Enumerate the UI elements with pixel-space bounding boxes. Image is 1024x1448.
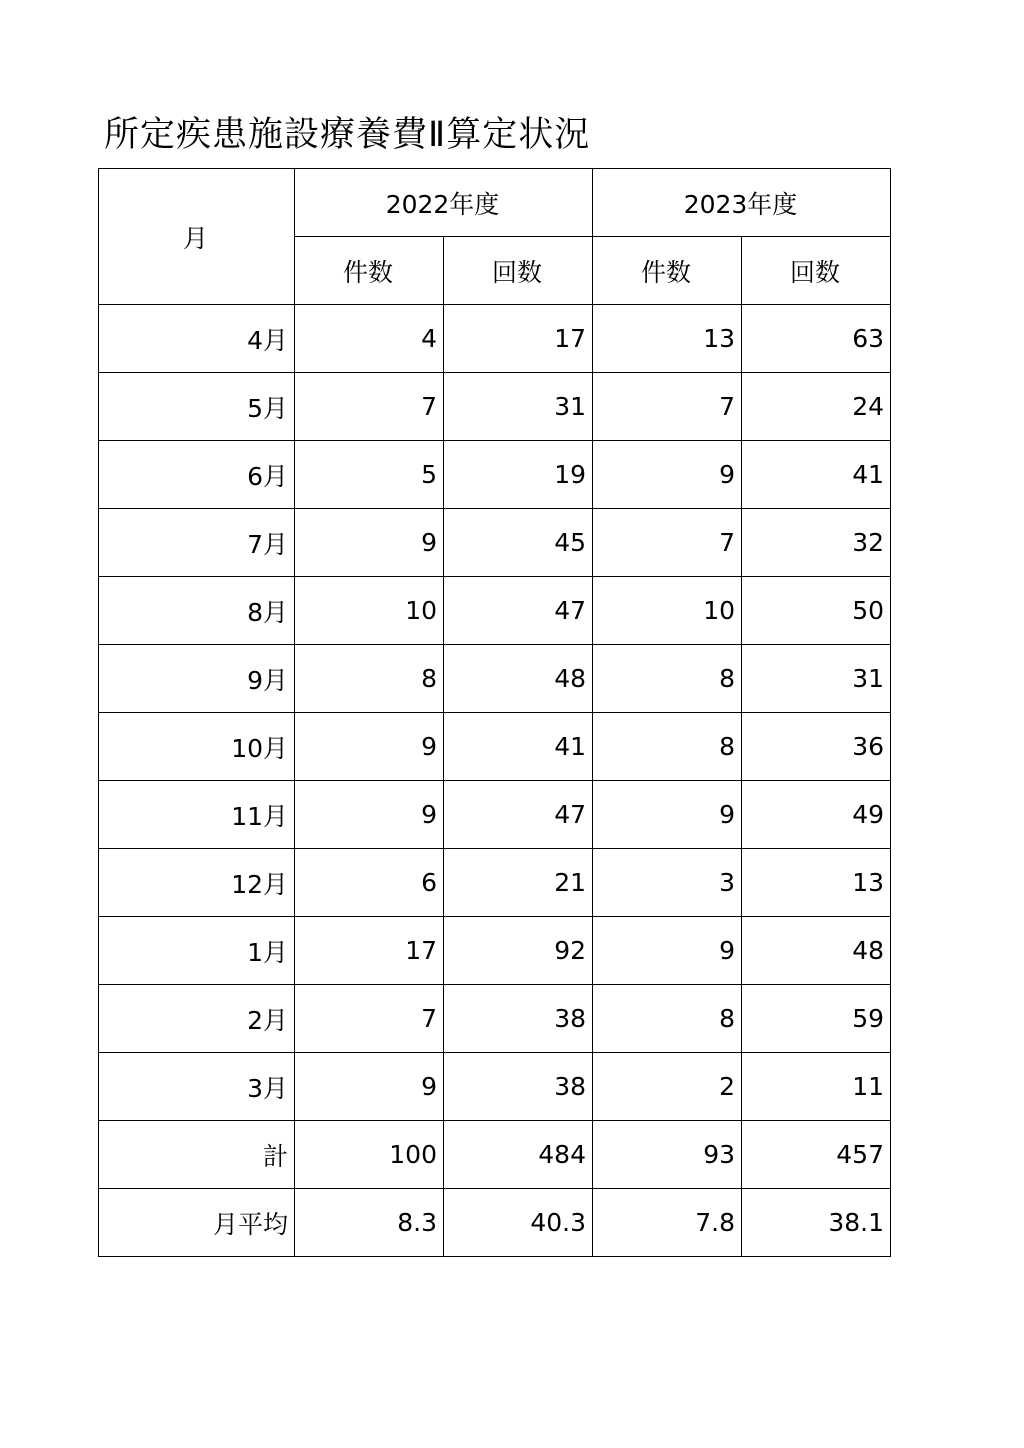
count-2023-cell: 9 xyxy=(593,917,742,985)
year-header-2023: 2023年度 xyxy=(593,169,891,237)
times-2023-cell: 11 xyxy=(742,1053,891,1121)
header-row-years xyxy=(99,169,891,237)
count-2022-cell: 8 xyxy=(295,645,444,713)
times-2023-cell: 13 xyxy=(742,849,891,917)
times-2022-cell: 92 xyxy=(444,917,593,985)
count-2022-cell: 6 xyxy=(295,849,444,917)
month-cell: 5月 xyxy=(99,373,295,441)
times-2023-cell: 50 xyxy=(742,577,891,645)
month-cell: 12月 xyxy=(99,849,295,917)
times-2023-cell: 32 xyxy=(742,509,891,577)
page-title: 所定疾患施設療養費Ⅱ算定状況 xyxy=(104,115,591,155)
count-2023-cell: 13 xyxy=(593,305,742,373)
table-row xyxy=(99,509,891,577)
count-2022-cell: 17 xyxy=(295,917,444,985)
month-cell: 2月 xyxy=(99,985,295,1053)
count-2023-cell: 10 xyxy=(593,577,742,645)
count-2022-cell: 7 xyxy=(295,373,444,441)
count-2022-cell: 8.3 xyxy=(295,1189,444,1257)
year-header-2022: 2022年度 xyxy=(295,169,593,237)
month-cell: 11月 xyxy=(99,781,295,849)
times-2022-cell: 48 xyxy=(444,645,593,713)
times-2023-cell: 49 xyxy=(742,781,891,849)
times-2022-cell: 47 xyxy=(444,577,593,645)
times-2022-cell: 19 xyxy=(444,441,593,509)
times-2023-cell: 48 xyxy=(742,917,891,985)
times-2023-cell: 59 xyxy=(742,985,891,1053)
times-2023-cell: 31 xyxy=(742,645,891,713)
table-row xyxy=(99,1121,891,1189)
month-cell: 7月 xyxy=(99,509,295,577)
table-header xyxy=(99,169,891,305)
month-cell: 6月 xyxy=(99,441,295,509)
times-2022-cell: 47 xyxy=(444,781,593,849)
count-2023-cell: 9 xyxy=(593,441,742,509)
count-2023-cell: 2 xyxy=(593,1053,742,1121)
count-2022-cell: 9 xyxy=(295,1053,444,1121)
times-2022-cell: 21 xyxy=(444,849,593,917)
month-cell: 10月 xyxy=(99,713,295,781)
table-row xyxy=(99,1053,891,1121)
table-row xyxy=(99,849,891,917)
times-2022-cell: 31 xyxy=(444,373,593,441)
count-header-2022: 件数 xyxy=(295,237,444,305)
month-cell: 計 xyxy=(99,1121,295,1189)
times-2023-cell: 457 xyxy=(742,1121,891,1189)
times-2023-cell: 36 xyxy=(742,713,891,781)
table-row xyxy=(99,1189,891,1257)
times-2022-cell: 17 xyxy=(444,305,593,373)
table-row xyxy=(99,713,891,781)
count-2022-cell: 5 xyxy=(295,441,444,509)
count-2022-cell: 9 xyxy=(295,713,444,781)
times-2022-cell: 45 xyxy=(444,509,593,577)
count-header-2023: 件数 xyxy=(593,237,742,305)
month-cell: 4月 xyxy=(99,305,295,373)
times-2022-cell: 484 xyxy=(444,1121,593,1189)
times-2023-cell: 41 xyxy=(742,441,891,509)
table-body xyxy=(99,305,891,1257)
times-2023-cell: 38.1 xyxy=(742,1189,891,1257)
month-column-header: 月 xyxy=(99,169,295,305)
count-2023-cell: 8 xyxy=(593,645,742,713)
month-cell: 月平均 xyxy=(99,1189,295,1257)
times-header-2023: 回数 xyxy=(742,237,891,305)
count-2023-cell: 7.8 xyxy=(593,1189,742,1257)
table-row xyxy=(99,441,891,509)
times-2022-cell: 41 xyxy=(444,713,593,781)
count-2022-cell: 9 xyxy=(295,509,444,577)
count-2022-cell: 7 xyxy=(295,985,444,1053)
calculation-status-table xyxy=(98,168,891,1257)
count-2023-cell: 7 xyxy=(593,509,742,577)
times-2022-cell: 40.3 xyxy=(444,1189,593,1257)
table-row xyxy=(99,373,891,441)
count-2023-cell: 7 xyxy=(593,373,742,441)
count-2023-cell: 3 xyxy=(593,849,742,917)
count-2022-cell: 9 xyxy=(295,781,444,849)
times-2023-cell: 63 xyxy=(742,305,891,373)
count-2023-cell: 8 xyxy=(593,713,742,781)
times-2022-cell: 38 xyxy=(444,1053,593,1121)
month-cell: 9月 xyxy=(99,645,295,713)
table-row xyxy=(99,645,891,713)
month-cell: 3月 xyxy=(99,1053,295,1121)
month-cell: 8月 xyxy=(99,577,295,645)
count-2023-cell: 9 xyxy=(593,781,742,849)
table-row xyxy=(99,305,891,373)
table-row xyxy=(99,781,891,849)
month-cell: 1月 xyxy=(99,917,295,985)
count-2022-cell: 100 xyxy=(295,1121,444,1189)
times-2023-cell: 24 xyxy=(742,373,891,441)
table-row xyxy=(99,985,891,1053)
count-2023-cell: 93 xyxy=(593,1121,742,1189)
times-2022-cell: 38 xyxy=(444,985,593,1053)
count-2022-cell: 4 xyxy=(295,305,444,373)
table-row xyxy=(99,917,891,985)
count-2023-cell: 8 xyxy=(593,985,742,1053)
count-2022-cell: 10 xyxy=(295,577,444,645)
times-header-2022: 回数 xyxy=(444,237,593,305)
table-row xyxy=(99,577,891,645)
